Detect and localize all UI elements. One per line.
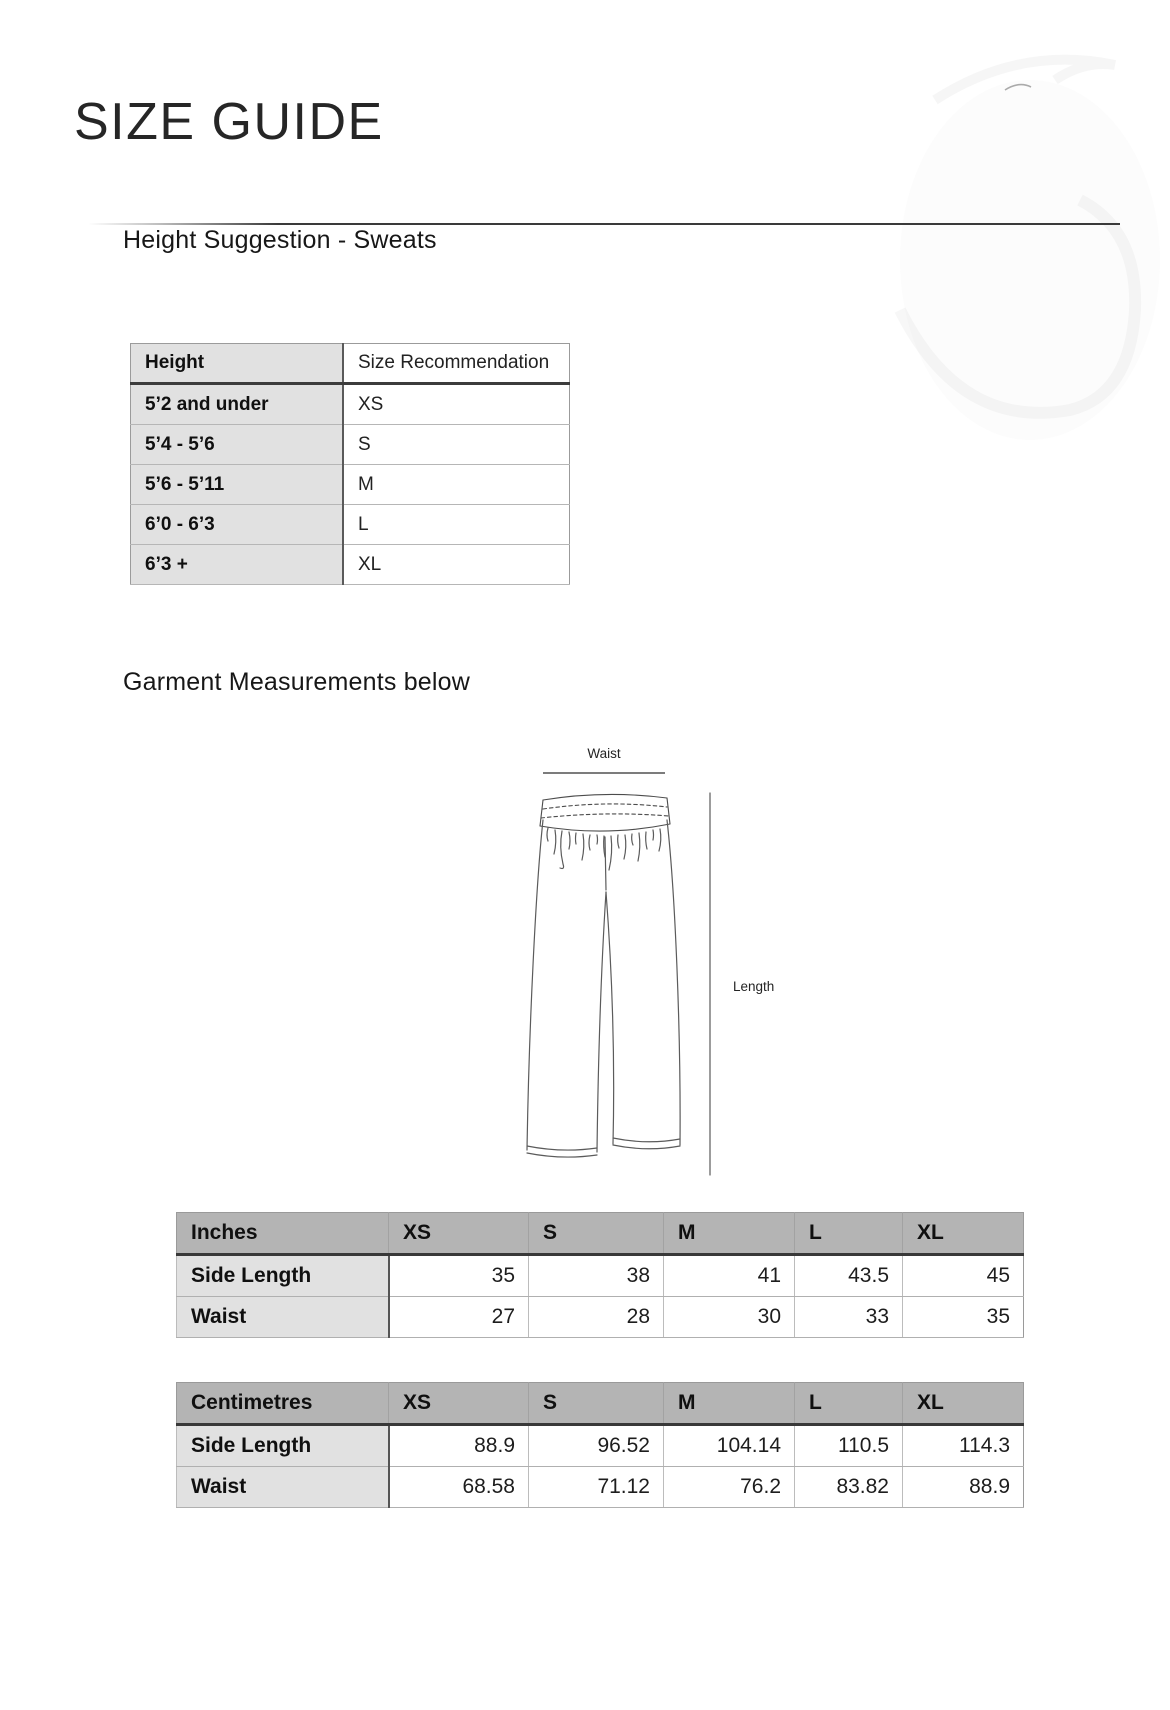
value-cell: 41 (664, 1255, 795, 1297)
waistband (540, 794, 670, 831)
size-header-xs: XS (389, 1383, 529, 1425)
table-row (131, 545, 570, 585)
value-cell: 76.2 (664, 1467, 795, 1508)
value-cell: 88.9 (903, 1467, 1024, 1508)
size-cell: S (343, 425, 570, 465)
garment-measurements-heading: Garment Measurements below (123, 668, 471, 696)
table-header-row (131, 344, 570, 384)
table-header-row (177, 1213, 1024, 1255)
height-suggestion-table (130, 343, 570, 585)
size-header-l: L (795, 1383, 903, 1425)
height-range-cell: 5’4 - 5’6 (131, 425, 344, 465)
waist-gathers (547, 828, 661, 870)
unit-header: Centimetres (177, 1383, 389, 1425)
title-divider (88, 223, 1120, 225)
size-recommendation-column-header: Size Recommendation (343, 344, 570, 384)
value-cell: 27 (389, 1297, 529, 1338)
table-row (177, 1297, 1024, 1338)
size-header-s: S (529, 1383, 664, 1425)
height-range-cell: 6’3 + (131, 545, 344, 585)
row-label: Waist (177, 1467, 389, 1508)
length-label: Length (733, 979, 775, 994)
size-header-xs: XS (389, 1213, 529, 1255)
size-cell: XL (343, 545, 570, 585)
scan-artifact (880, 10, 1170, 530)
waist-label: Waist (587, 746, 621, 761)
value-cell: 114.3 (903, 1425, 1024, 1467)
inches-table (176, 1212, 1024, 1338)
value-cell: 68.58 (389, 1467, 529, 1508)
size-header-m: M (664, 1213, 795, 1255)
value-cell: 104.14 (664, 1425, 795, 1467)
value-cell: 43.5 (795, 1255, 903, 1297)
table-row (177, 1467, 1024, 1508)
height-range-cell: 5’6 - 5’11 (131, 465, 344, 505)
value-cell: 110.5 (795, 1425, 903, 1467)
height-suggestion-heading: Height Suggestion - Sweats (123, 226, 437, 254)
size-cell: L (343, 505, 570, 545)
row-label: Waist (177, 1297, 389, 1338)
value-cell: 45 (903, 1255, 1024, 1297)
row-label: Side Length (177, 1255, 389, 1297)
centimetres-table (176, 1382, 1024, 1508)
size-header-xl: XL (903, 1383, 1024, 1425)
value-cell: 71.12 (529, 1467, 664, 1508)
value-cell: 33 (795, 1297, 903, 1338)
table-row (131, 425, 570, 465)
pant-legs (527, 820, 680, 1157)
page-title: SIZE GUIDE (74, 93, 384, 151)
row-label: Side Length (177, 1425, 389, 1467)
height-range-cell: 5’2 and under (131, 384, 344, 425)
table-row (177, 1255, 1024, 1297)
value-cell: 88.9 (389, 1425, 529, 1467)
sweatpants-diagram (500, 740, 810, 1190)
value-cell: 38 (529, 1255, 664, 1297)
table-row (177, 1425, 1024, 1467)
value-cell: 30 (664, 1297, 795, 1338)
table-row (131, 465, 570, 505)
value-cell: 35 (903, 1297, 1024, 1338)
size-header-m: M (664, 1383, 795, 1425)
value-cell: 96.52 (529, 1425, 664, 1467)
size-header-l: L (795, 1213, 903, 1255)
value-cell: 28 (529, 1297, 664, 1338)
table-row (131, 505, 570, 545)
size-header-s: S (529, 1213, 664, 1255)
unit-header: Inches (177, 1213, 389, 1255)
height-column-header: Height (131, 344, 344, 384)
size-cell: XS (343, 384, 570, 425)
value-cell: 35 (389, 1255, 529, 1297)
value-cell: 83.82 (795, 1467, 903, 1508)
size-cell: M (343, 465, 570, 505)
table-row (131, 384, 570, 425)
height-range-cell: 6’0 - 6’3 (131, 505, 344, 545)
table-header-row (177, 1383, 1024, 1425)
size-header-xl: XL (903, 1213, 1024, 1255)
